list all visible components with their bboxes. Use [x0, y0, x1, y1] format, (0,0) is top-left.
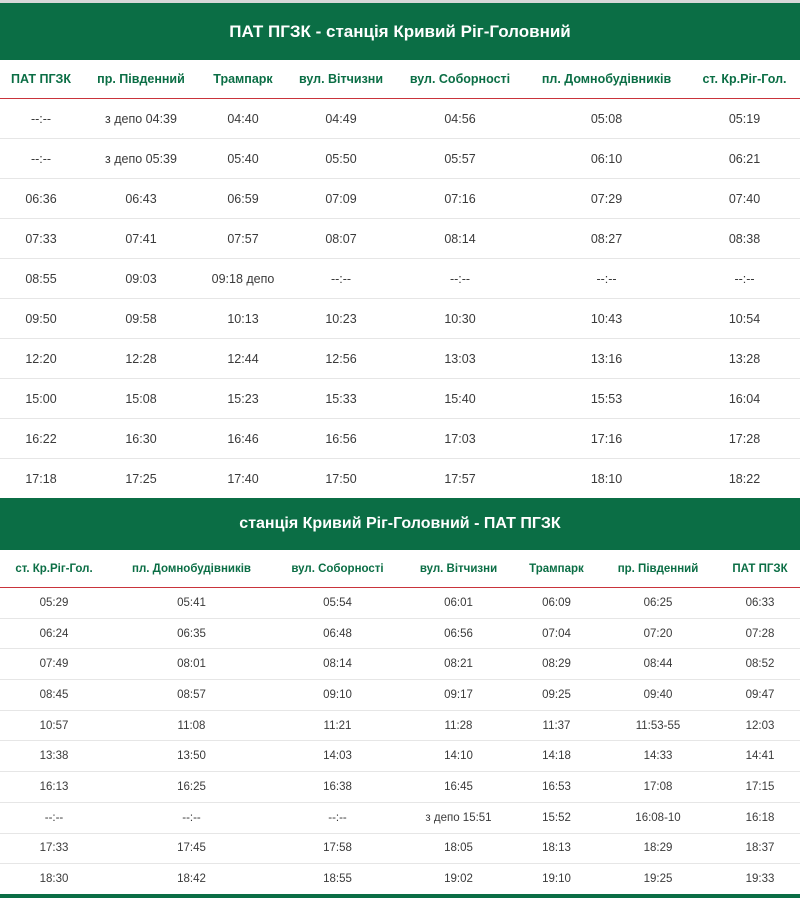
time-cell: 17:15 [720, 772, 800, 803]
time-cell: 15:00 [0, 379, 82, 419]
time-cell: 18:05 [400, 833, 517, 864]
time-cell: 06:09 [542, 596, 571, 609]
time-cell: 14:10 [400, 741, 517, 772]
time-cell: --:-- [275, 802, 400, 833]
time-cell: 13:16 [524, 339, 689, 379]
table-row [0, 219, 800, 259]
time-cell: 08:29 [517, 649, 596, 680]
time-cell: --:-- [0, 139, 82, 179]
time-cell: 08:57 [108, 680, 275, 711]
time-cell: 14:18 [517, 741, 596, 772]
time-cell: з депо 15:51 [400, 802, 517, 833]
time-cell: 07:04 [517, 618, 596, 649]
time-cell: 10:57 [0, 710, 108, 741]
time-cell: 08:45 [0, 680, 108, 711]
table-row [0, 833, 800, 864]
time-cell: 15:33 [286, 379, 396, 419]
time-cell: 17:16 [524, 419, 689, 459]
column-header: пр. Південний [82, 60, 200, 99]
time-cell: 16:18 [720, 802, 800, 833]
time-cell: 17:58 [275, 833, 400, 864]
time-cell: 07:57 [200, 219, 286, 259]
column-header: пр. Південний [596, 550, 720, 588]
time-cell: 11:28 [400, 710, 517, 741]
time-cell: 11:08 [108, 710, 275, 741]
time-cell: 06:10 [524, 139, 689, 179]
time-cell: 10:30 [396, 299, 524, 339]
time-cell: 17:03 [396, 419, 524, 459]
table-row [0, 459, 800, 499]
time-cell: 17:57 [396, 459, 524, 499]
time-cell: 19:02 [400, 864, 517, 894]
time-cell: 07:28 [720, 618, 800, 649]
time-cell: 05:57 [396, 139, 524, 179]
column-header: вул. Соборності [396, 60, 524, 99]
time-cell: 19:33 [720, 864, 800, 894]
section2-title: станція Кривий Ріг-Головний - ПАТ ПГЗК [0, 498, 800, 550]
time-cell: 06:36 [0, 179, 82, 219]
time-cell: 07:41 [82, 219, 200, 259]
time-cell: 13:28 [689, 339, 800, 379]
time-cell: 06:56 [400, 618, 517, 649]
time-cell: 07:33 [0, 219, 82, 259]
time-cell: 08:21 [400, 649, 517, 680]
time-cell: 08:55 [0, 259, 82, 299]
time-cell: 12:20 [0, 339, 82, 379]
time-cell: 06:33 [745, 596, 775, 609]
time-cell: 18:55 [275, 864, 400, 894]
table-row [0, 179, 800, 219]
column-header: ст. Кр.Ріг-Гол. [0, 550, 108, 588]
time-cell: 09:18 депо [200, 259, 286, 299]
time-cell: 09:58 [82, 299, 200, 339]
time-cell: 09:10 [275, 680, 400, 711]
time-cell: 13:50 [108, 741, 275, 772]
time-cell: 18:42 [108, 864, 275, 894]
time-cell: 16:04 [689, 379, 800, 419]
time-cell: 17:18 [0, 459, 82, 499]
time-cell: 18:30 [0, 864, 108, 894]
table-row [0, 680, 800, 711]
time-cell: 18:13 [517, 833, 596, 864]
time-cell: з депо 05:39 [82, 139, 200, 179]
time-cell: --:-- [396, 259, 524, 299]
time-cell: --:-- [0, 802, 108, 833]
table-row [0, 99, 800, 139]
time-cell: 08:27 [524, 219, 689, 259]
time-cell: 06:59 [200, 179, 286, 219]
column-header: пл. Домнобудівників [524, 60, 689, 99]
time-cell: 09:50 [0, 299, 82, 339]
time-cell: 18:37 [720, 833, 800, 864]
table-row [0, 710, 800, 741]
time-cell: 17:45 [108, 833, 275, 864]
time-cell: 16:46 [200, 419, 286, 459]
time-cell: 14:33 [596, 741, 720, 772]
time-cell: 15:23 [200, 379, 286, 419]
time-cell: 04:49 [325, 111, 357, 126]
table-row [0, 618, 800, 649]
time-cell: 17:33 [0, 833, 108, 864]
time-cell: 07:20 [596, 618, 720, 649]
time-cell: 05:08 [590, 111, 623, 126]
table-row [0, 588, 800, 619]
time-cell: 08:44 [596, 649, 720, 680]
time-cell: 16:53 [517, 772, 596, 803]
time-cell: 05:50 [286, 139, 396, 179]
timetable-header-row [0, 550, 800, 588]
time-cell: 16:08-10 [596, 802, 720, 833]
time-cell: 06:35 [108, 618, 275, 649]
time-cell: 17:25 [82, 459, 200, 499]
time-cell: 09:03 [82, 259, 200, 299]
time-cell: 15:53 [524, 379, 689, 419]
timetable-outbound [0, 60, 800, 498]
column-header: пл. Домнобудівників [108, 550, 275, 588]
table-row [0, 339, 800, 379]
table-row [0, 259, 800, 299]
time-cell: 11:21 [275, 710, 400, 741]
time-cell: 08:14 [275, 649, 400, 680]
time-cell: з депо 04:39 [105, 111, 177, 126]
time-cell: 04:56 [444, 111, 476, 126]
time-cell: 06:01 [444, 596, 473, 609]
time-cell: 08:07 [286, 219, 396, 259]
column-header: ПАТ ПГЗК [720, 550, 800, 588]
time-cell: 11:53-55 [596, 710, 720, 741]
table-row [0, 419, 800, 459]
section1-title: ПАТ ПГЗК - станція Кривий Ріг-Головний [0, 0, 800, 60]
time-cell: 16:45 [400, 772, 517, 803]
time-cell: 06:43 [82, 179, 200, 219]
table-row [0, 649, 800, 680]
column-header: вул. Вітчизни [286, 60, 396, 99]
time-cell: 10:54 [689, 299, 800, 339]
time-cell: --:-- [689, 259, 800, 299]
time-cell: 12:03 [720, 710, 800, 741]
time-cell: 09:47 [720, 680, 800, 711]
time-cell: 09:17 [400, 680, 517, 711]
time-cell: --:-- [108, 802, 275, 833]
time-cell: 06:24 [0, 618, 108, 649]
time-cell: 16:56 [286, 419, 396, 459]
time-cell: 05:41 [177, 596, 206, 609]
time-cell: --:-- [286, 259, 396, 299]
time-cell: 11:37 [517, 710, 596, 741]
time-cell: 10:13 [200, 299, 286, 339]
time-cell: --:-- [524, 259, 689, 299]
time-cell: 06:48 [275, 618, 400, 649]
time-cell: 09:25 [517, 680, 596, 711]
time-cell: 10:43 [524, 299, 689, 339]
time-cell: 16:30 [82, 419, 200, 459]
time-cell: 10:23 [286, 299, 396, 339]
time-cell: 06:25 [643, 596, 673, 609]
time-cell: 13:03 [396, 339, 524, 379]
time-cell: 17:50 [286, 459, 396, 499]
table-row [0, 772, 800, 803]
column-header: ст. Кр.Ріг-Гол. [689, 60, 800, 99]
time-cell: 06:21 [689, 139, 800, 179]
time-cell: 07:29 [524, 179, 689, 219]
table-row [0, 802, 800, 833]
time-cell: 16:38 [275, 772, 400, 803]
time-cell: 05:19 [728, 111, 761, 126]
time-cell: 18:29 [596, 833, 720, 864]
time-cell: 12:28 [82, 339, 200, 379]
time-cell: 19:25 [596, 864, 720, 894]
time-cell: 08:38 [689, 219, 800, 259]
time-cell: 12:44 [200, 339, 286, 379]
time-cell: 09:40 [596, 680, 720, 711]
table-row [0, 864, 800, 894]
time-cell: --:-- [30, 111, 52, 126]
time-cell: 15:52 [517, 802, 596, 833]
table-row [0, 299, 800, 339]
column-header: Трампарк [517, 550, 596, 588]
time-cell: 07:16 [396, 179, 524, 219]
table-row [0, 741, 800, 772]
time-cell: 16:22 [0, 419, 82, 459]
column-header: Трампарк [200, 60, 286, 99]
timetable-return [0, 550, 800, 894]
time-cell: 18:22 [689, 459, 800, 499]
timetable-header-row [0, 60, 800, 99]
time-cell: 15:40 [396, 379, 524, 419]
column-header: ПАТ ПГЗК [0, 60, 82, 99]
time-cell: 16:13 [0, 772, 108, 803]
time-cell: 18:10 [524, 459, 689, 499]
column-header: вул. Вітчизни [400, 550, 517, 588]
time-cell: 17:40 [200, 459, 286, 499]
time-cell: 17:28 [689, 419, 800, 459]
time-cell: 07:49 [0, 649, 108, 680]
table-row [0, 139, 800, 179]
time-cell: 14:03 [275, 741, 400, 772]
time-cell: 12:56 [286, 339, 396, 379]
time-cell: 13:38 [0, 741, 108, 772]
time-cell: 05:54 [323, 596, 352, 609]
time-cell: 07:40 [689, 179, 800, 219]
time-cell: 07:09 [286, 179, 396, 219]
bottom-bar [0, 894, 800, 898]
time-cell: 16:25 [108, 772, 275, 803]
time-cell: 19:10 [517, 864, 596, 894]
time-cell: 05:40 [200, 139, 286, 179]
time-cell: 08:01 [108, 649, 275, 680]
time-cell: 17:08 [596, 772, 720, 803]
time-cell: 08:52 [720, 649, 800, 680]
time-cell: 08:14 [396, 219, 524, 259]
time-cell: 14:41 [720, 741, 800, 772]
time-cell: 04:40 [227, 111, 259, 126]
table-row [0, 379, 800, 419]
time-cell: 05:29 [39, 596, 69, 609]
column-header: вул. Соборності [275, 550, 400, 588]
time-cell: 15:08 [82, 379, 200, 419]
